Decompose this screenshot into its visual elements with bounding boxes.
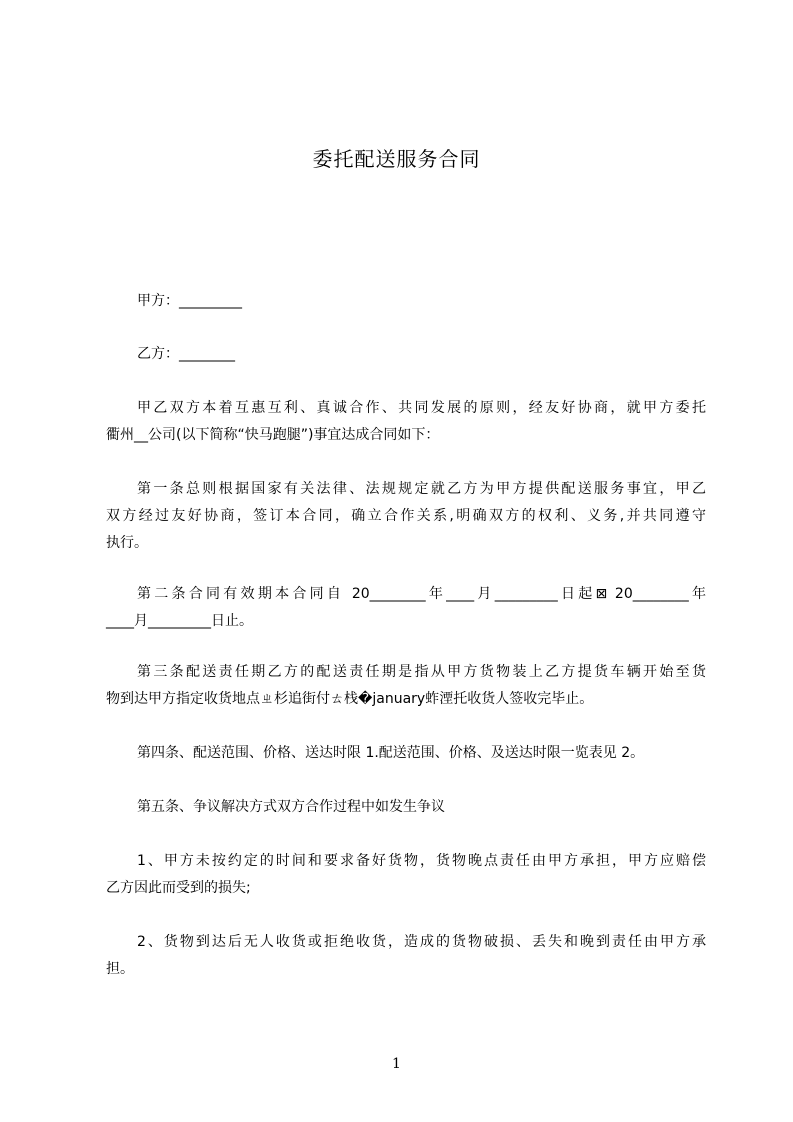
clause-1-line-2: 乙方因此而受到的损失; <box>106 880 251 896</box>
party-b-line: 乙方：________ <box>137 346 235 362</box>
clause-2-line-2: 担。 <box>106 961 134 977</box>
document-title: 委托配送服务合同 <box>312 147 481 171</box>
article-1-line-3: 执行。 <box>106 535 148 551</box>
clause-1-line-1: 1、甲方未按约定的时间和要求备好货物，货物晚点责任由甲方承担，甲方应赔偿 <box>137 853 706 869</box>
article-4-line-1: 第四条、配送范围、价格、送达时限 1.配送范围、价格、及送达时限一览表见 2。 <box>137 745 645 761</box>
article-5-line-1: 第五条、争议解决方式双方合作过程中如发生争议 <box>137 799 445 815</box>
article-2-line-2: ____月_________日止。 <box>106 613 253 629</box>
article-3-line-1: 第三条配送责任期乙方的配送责任期是指从甲方货物装上乙方提货车辆开始至货 <box>137 664 706 680</box>
party-a-line: 甲方：_________ <box>137 293 242 309</box>
intro-line-2: 衢州__公司(以下简称“快马跑腿”)事宜达成合同如下： <box>106 427 440 443</box>
page-number: 1 <box>392 1056 401 1072</box>
article-3-line-2: 物到达甲方指定收货地点ㄓ杉追街付ㄊ栈�january蚱湮托收货人签收完毕止。 <box>106 691 594 707</box>
clause-2-line-1: 2、货物到达后无人收货或拒绝收货，造成的货物破损、丢失和晚到责任由甲方承 <box>137 934 706 950</box>
article-1-line-2: 双方经过友好协商，签订本合同，确立合作关系,明确双方的权利、义务,并共同遵守 <box>106 508 706 524</box>
article-2-line-1: 第二条合同有效期本合同自 20________年____月_________日起⊠ 20________年 <box>137 586 706 602</box>
article-1-line-1: 第一条总则根据国家有关法律、法规规定就乙方为甲方提供配送服务事宜，甲乙 <box>137 481 706 497</box>
intro-line-1: 甲乙双方本着互惠互利、真诚合作、共同发展的原则，经友好协商，就甲方委托 <box>137 400 706 416</box>
